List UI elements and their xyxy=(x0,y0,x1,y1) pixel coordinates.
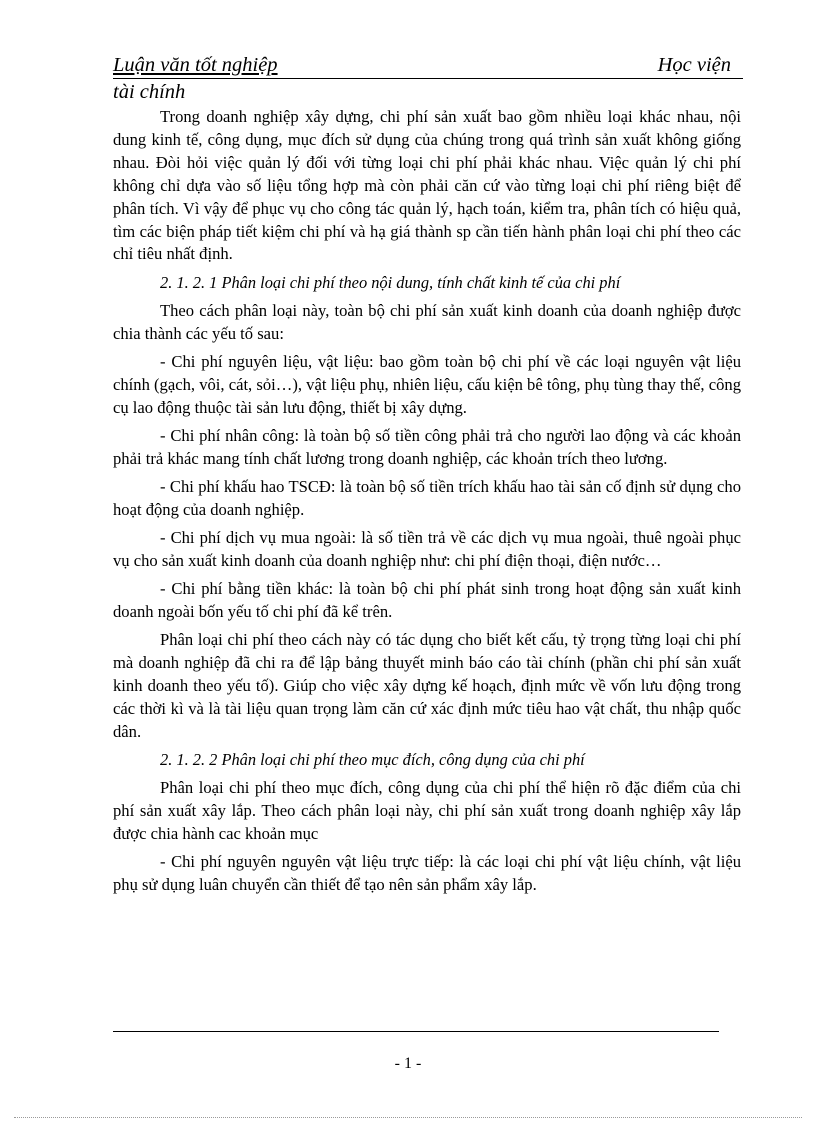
paragraph: Phân loại chi phí theo mục đích, công dụng của chi phí thể hiện rõ đặc điểm của chi phí sản xuất xây lắp. Theo cách phân loại này, chi phí sản xuất trong doanh nghiệp xây lắp được chia hành cac khoản mục xyxy=(113,778,741,844)
intro-paragraph: Trong doanh nghiệp xây dựng, chi phí sản xuất bao gồm nhiều loại khác nhau, nội dung kinh tế, công dụng, mục đích sử dụng của chúng trong quá trình sản xuất không giống nhau. Đòi hỏi việc quản lý đối với từng loại chi phí phải khác nhau. Việc quản lý chi phí không chỉ dựa vào số liệu tổng hợp mà còn phải căn cứ vào từng loại chi phí riêng biệt để phân tích. Vì vậy để phục vụ cho công tác quản lý, hạch toán, kiểm tra, phân tích có hiệu quả, tìm các biện pháp tiết kiệm chi phí và hạ giá thành sp cần tiến hành phân loại chi phí theo các chỉ tiêu nhất định. xyxy=(113,107,741,264)
page-number: - 1 - xyxy=(394,1055,422,1072)
paragraph: Theo cách phân loại này, toàn bộ chi phí sản xuất kinh doanh của doanh nghiệp được chia thành các yếu tố sau: xyxy=(113,300,741,343)
list-item-other-cash-costs: - Chi phí bằng tiền khác: là toàn bộ chi phí phát sinh trong hoạt động sản xuất kinh doanh ngoài bốn yếu tố chi phí đã kể trên. xyxy=(113,579,741,622)
section-heading-2-1-2-1: 2. 1. 2. 1 Phân loại chi phí theo nội dung, tính chất kinh tế của chi phí xyxy=(160,272,621,292)
header-left-text: Luận văn tốt nghiệp xyxy=(113,54,278,76)
header-right-text: Học viện xyxy=(657,54,731,76)
paragraph: Phân loại chi phí theo cách này có tác dụng cho biết kết cấu, tỷ trọng từng loại chi phí mà doanh nghiệp đã chi ra để lập bảng thuyết minh báo cáo tài chính (phần chi phí sản xuất kinh doanh theo yếu tố). Giúp cho việc xây dựng kế hoạch, định mức về vốn lưu động trong các thời kì và là tài liệu quan trọng làm căn cứ xác định mức tiêu hao vật chất, thu nhập quốc dân. xyxy=(113,630,741,742)
footer-rule xyxy=(113,1031,719,1032)
header-rule xyxy=(113,52,743,79)
document-body xyxy=(113,106,741,903)
header-continuation-text: tài chính xyxy=(113,81,186,103)
list-item-outsourced-services: - Chi phí dịch vụ mua ngoài: là số tiền trả về các dịch vụ mua ngoài, thuê ngoài phục vụ cho sản xuất kinh doanh của doanh nghiệp như: chi phí điện thoại, điện nước… xyxy=(113,528,741,571)
list-item-direct-materials: - Chi phí nguyên nguyên vật liệu trực tiếp: là các loại chi phí vật liệu chính, vật liệu phụ sử dụng luân chuyển cần thiết để tạo nên sản phẩm xây lắp. xyxy=(113,852,741,895)
list-item-materials: - Chi phí nguyên liệu, vật liệu: bao gồm toàn bộ chi phí về các loại nguyên vật liệu chính (gạch, vôi, cát, sỏi…), vật liệu phụ, nhiên liệu, cấu kiện bê tông, phụ tùng thay thế, công cụ lao động thuộc tài sản lưu động, thiết bị xây dựng. xyxy=(113,351,741,417)
section-heading-2-1-2-2: 2. 1. 2. 2 Phân loại chi phí theo mục đích, công dụng của chi phí xyxy=(160,750,585,770)
list-item-labor: - Chi phí nhân công: là toàn bộ số tiền công phải trả cho người lao động và các khoản phải trả khác mang tính chất lương trong doanh nghiệp, các khoản trích theo lương. xyxy=(113,425,741,468)
list-item-depreciation: - Chi phí khấu hao TSCĐ: là toàn bộ số tiền trích khấu hao tài sản cố định sử dụng cho hoạt động của doanh nghiệp. xyxy=(113,477,741,519)
page-header xyxy=(113,52,743,105)
